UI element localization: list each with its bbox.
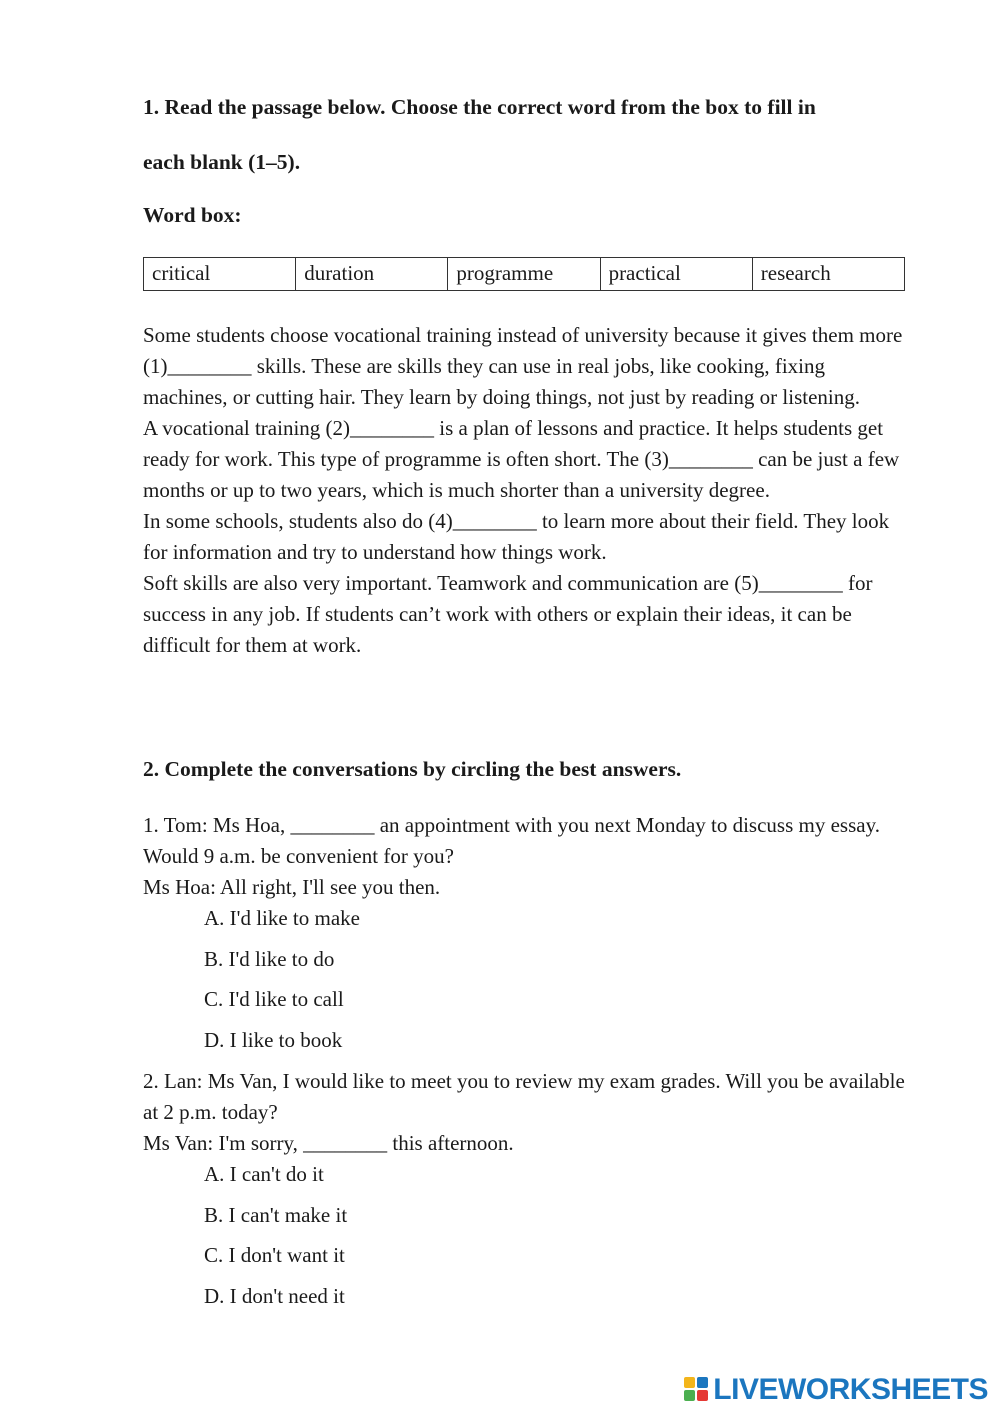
answer-option[interactable]: A. I'd like to make bbox=[204, 906, 360, 930]
passage-paragraph: Soft skills are also very important. Teamwork and communication are (5)________ for success in any job. If students can’t work with others or explain their ideas, it can be difficult for them at work. bbox=[143, 571, 873, 657]
word-box-cell: practical bbox=[600, 258, 752, 291]
word-box-table bbox=[143, 257, 905, 291]
answer-option[interactable]: C. I'd like to call bbox=[204, 987, 344, 1011]
question-prompt: 2. Lan: Ms Van, I would like to meet you to review my exam grades. Will you be available at 2 p.m. today? bbox=[143, 1069, 905, 1124]
answer-option[interactable]: D. I don't need it bbox=[204, 1283, 345, 1308]
question-reply: Ms Hoa: All right, I'll see you then. bbox=[143, 875, 441, 899]
word-box-label: Word box: bbox=[143, 203, 242, 227]
answer-option[interactable]: B. I can't make it bbox=[204, 1202, 348, 1227]
question-2 bbox=[143, 1066, 908, 1333]
answer-option[interactable]: D. I like to book bbox=[204, 1027, 343, 1052]
passage-paragraph: Some students choose vocational training instead of university because it gives them more (1)________ skills. These are skills they can use in real jobs, like cooking, fixing machines, or cutting hair. They learn by doing things, not just by reading or listening. bbox=[143, 323, 903, 409]
passage-paragraph: A vocational training (2)________ is a plan of lessons and practice. It helps students get ready for work. This type of programme is often short. The (3)________ can be just a few months or up to two years, which is much shorter than a university degree. bbox=[143, 416, 900, 502]
liveworksheets-logo bbox=[684, 1372, 988, 1408]
answer-option[interactable]: A. I can't do it bbox=[204, 1162, 324, 1186]
answer-options bbox=[143, 903, 908, 1056]
section1-heading-line2: each blank (1–5). bbox=[143, 150, 301, 174]
question-prompt: 1. Tom: Ms Hoa, ________ an appointment with you next Monday to discuss my essay. Would 9 a.m. be convenient for you? bbox=[143, 813, 880, 868]
word-box-cell: research bbox=[752, 258, 904, 291]
answer-option[interactable]: B. I'd like to do bbox=[204, 946, 335, 971]
question-reply: Ms Van: I'm sorry, ________ this afternoon. bbox=[143, 1131, 514, 1155]
word-box-cell: duration bbox=[296, 258, 448, 291]
answer-option[interactable]: C. I don't want it bbox=[204, 1243, 345, 1267]
section2-heading: 2. Complete the conversations by circling the best answers. bbox=[143, 757, 682, 781]
liveworksheets-logo-icon bbox=[684, 1377, 710, 1403]
liveworksheets-brand: LIVEWORKSHEETS bbox=[713, 1373, 988, 1406]
question-1 bbox=[143, 810, 908, 1077]
word-box-cell: critical bbox=[144, 258, 296, 291]
section1-heading-line1: 1. Read the passage below. Choose the correct word from the box to fill in bbox=[143, 95, 816, 119]
answer-options bbox=[143, 1159, 908, 1312]
passage-paragraph: In some schools, students also do (4)________ to learn more about their field. They look for information and try to understand how things work. bbox=[143, 509, 890, 564]
word-box-cell: programme bbox=[448, 258, 600, 291]
reading-passage bbox=[143, 320, 908, 661]
